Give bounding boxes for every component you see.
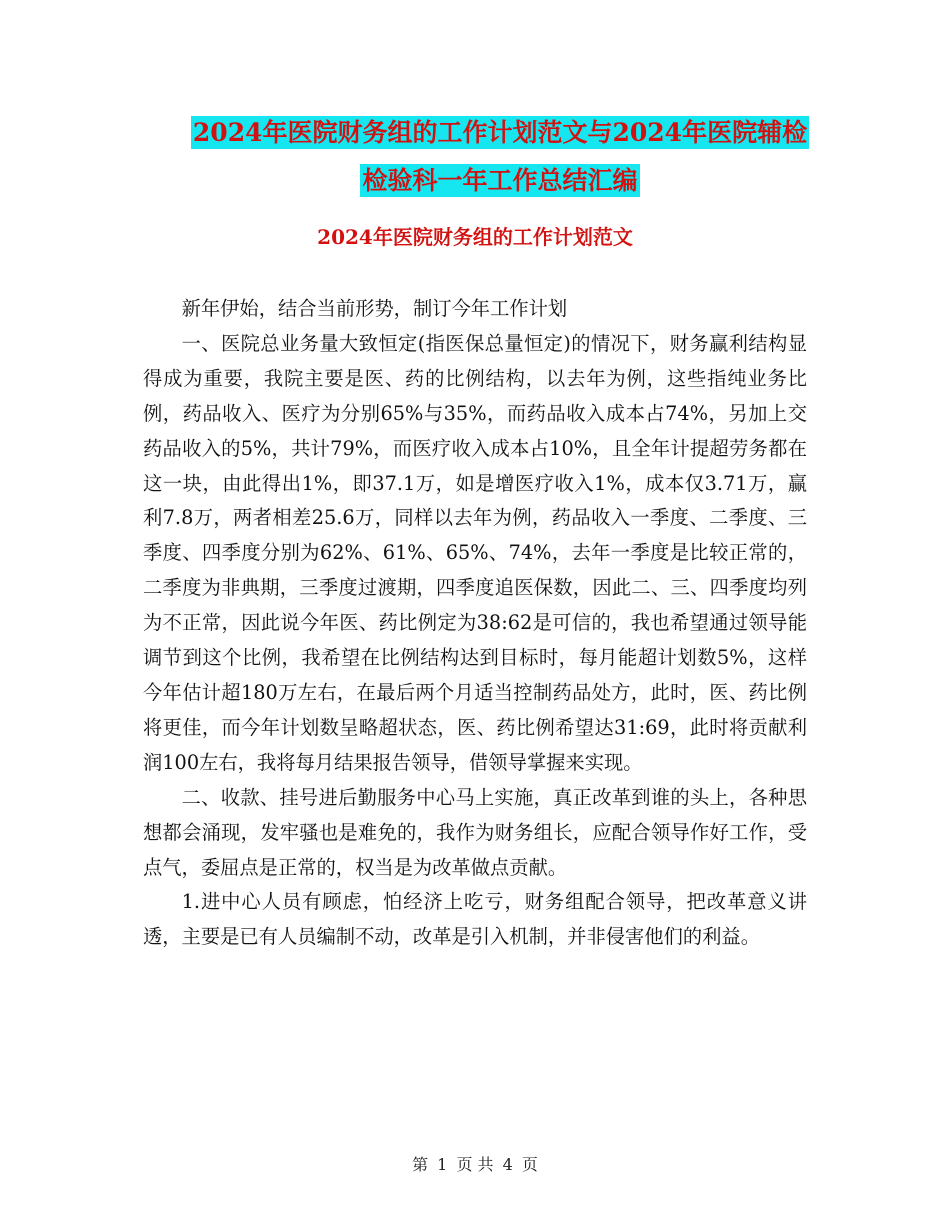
- page-label-suffix: 页: [521, 1155, 538, 1174]
- title-highlight: 检验科一年工作总结汇编: [362, 166, 638, 195]
- title-highlight: 2024年医院财务组的工作计划范文与2024年医院辅检: [192, 118, 808, 147]
- section-title: 2024年医院财务组的工作计划范文: [317, 225, 633, 249]
- page-number: 1: [437, 1155, 448, 1174]
- paragraph: 一、医院总业务量大致恒定(指医保总量恒定)的情况下，财务赢利结构显得成为重要，我院主要是医、药的比例结构，以去年为例，这些指纯业务比例，药品收入、医疗为分别65%与35%，而药品收入成本占74%，另加上交药品收入的5%，共计79%，而医疗收入成本占10%，且全年计提超劳务都在这一块，由此得出1%，即37.1万，如是增医疗收入1%，成本仅3.71万，赢利7.8万，两者相差25.6万，同样以去年为例，药品收入一季度、二季度、三季度、四季度分别为62%、61%、65%、74%，去年一季度是比较正常的，二季度为非典期，三季度过渡期，四季度追医保数，因此二、三、四季度均列为不正常，因此说今年医、药比例定为38:62是可信的，我也希望通过领导能调节到这个比例，我希望在比例结构达到目标时，每月能超计划数5%，这样今年估计超180万左右，在最后两个月适当控制药品处方，此时，医、药比例将更佳，而今年计划数呈略超状态，医、药比例希望达31:69，此时将贡献利润100左右，我将每月结果报告领导，借领导掌握来实现。: [143, 331, 807, 774]
- document-title-line-1: [50, 112, 950, 160]
- document-title: [0, 112, 950, 208]
- total-pages: 4: [502, 1155, 513, 1174]
- page-footer: [0, 1152, 950, 1175]
- document-body: [143, 292, 807, 955]
- paragraph: 二、收款、挂号进后勤服务中心马上实施，真正改革到谁的头上，各种思想都会涌现，发牢骚也是难免的，我作为财务组长，应配合领导作好工作，受点气，委屈点是正常的，权当是为改革做点贡献。: [143, 785, 807, 879]
- paragraph: 1.进中心人员有顾虑，怕经济上吃亏，财务组配合领导，把改革意义讲透，主要是已有人员编制不动，改革是引入机制，并非侵害他们的利益。: [143, 890, 807, 949]
- page-label-prefix: 第: [412, 1155, 429, 1174]
- page-label-mid: 页 共: [456, 1155, 494, 1174]
- document-title-line-2: [50, 160, 950, 208]
- paragraph: 新年伊始，结合当前形势，制订今年工作计划: [181, 297, 568, 320]
